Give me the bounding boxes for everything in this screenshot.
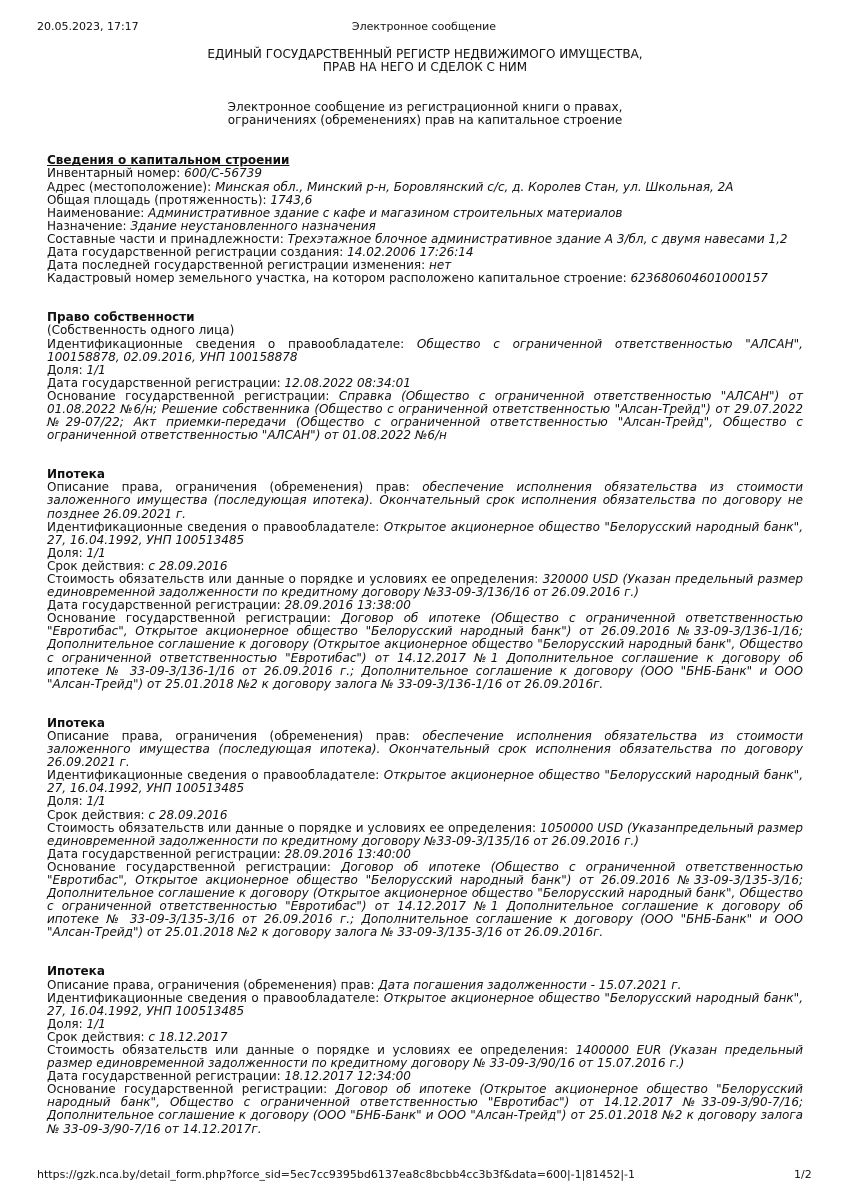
- section-mortgage-2: [47, 717, 803, 940]
- field-label: Основание государственной регистрации:: [47, 859, 342, 874]
- field-label: Описание права, ограничения (обременения) прав:: [47, 728, 423, 743]
- field-value: Дата погашения задолженности - 15.07.2021 г.: [378, 977, 682, 992]
- field-value: Открытое акционерное общество "Белорусский народный банк", 27, 16.04.1992, УНП 100513485: [47, 768, 804, 796]
- field-value: Договор об ипотеке (Общество с ограниченной ответственностью "Евротибас", Открытое акционерное общество "Белорусский народный банк") от 26.09.2016 №33-09-3/136-1/16; Дополнительное соглашение к договору (Открытое акционерное общество "Белорусский народный банк", Общество с ограниченной ответственностью "Евротибас") от 14.12.2017 №1 Дополнительное соглашение к договору об ипотеке № 33-09-3/136-1/16 от 26.09.2016 г.; Дополнительное соглашение к договору (ООО "БНБ-Банк" и ООО "Алсан-Трейд") от 25.01.2018 №2 к договору залога № 33-09-3/136-1/16 от 26.09.2016г.: [47, 611, 803, 691]
- field-label: Описание права, ограничения (обременения) прав:: [47, 480, 423, 495]
- field-label: Кадастровый номер земельного участка, на котором расположено капитальное строение:: [47, 271, 631, 286]
- field-label: Дата последней государственной регистрации изменения:: [47, 258, 429, 273]
- field-value: с 18.12.2017: [148, 1029, 228, 1044]
- field-value: нет: [428, 258, 452, 273]
- field-value: 320000 USD (Указан предельный размер единовременной задолженности по кредитному договору №33-09-3/136/16 от 26.09.2016 г.): [47, 572, 803, 600]
- section-mortgage-1: [47, 468, 803, 691]
- field-cost: [47, 822, 803, 848]
- field-description: [47, 481, 803, 520]
- field-label: Идентификационные сведения о правообладателе:: [47, 990, 384, 1005]
- field-value: 623680604601000157: [630, 271, 768, 286]
- field-value: 18.12.2017 12:34:00: [284, 1069, 411, 1084]
- field-label: Дата государственной регистрации:: [47, 846, 285, 861]
- field-registration-basis: [47, 612, 803, 691]
- field-value: 28.09.2016 13:38:00: [284, 598, 411, 613]
- field-value: 600/C-56739: [184, 166, 262, 181]
- print-url: https://gzk.nca.by/detail_form.php?force_sid=5ec7cc9395bd6137ea8c8bcbb4cc3b3f&data=600|-1|81452|-1: [37, 1168, 635, 1181]
- section-heading: Право собственности: [47, 310, 195, 325]
- field-label: Идентификационные сведения о правообладателе:: [47, 768, 384, 783]
- field-value: 12.08.2022 08:34:01: [284, 375, 411, 390]
- field-rightholder: [47, 769, 803, 795]
- document-title-line-1: ЕДИНЫЙ ГОСУДАРСТВЕННЫЙ РЕГИСТР НЕДВИЖИМОГО ИМУЩЕСТВА,: [207, 47, 643, 61]
- field-rightholder: [47, 338, 803, 364]
- field-label: Идентификационные сведения о правообладателе:: [47, 336, 417, 351]
- field-value: 1743,6: [270, 192, 313, 207]
- field-label: Основание государственной регистрации:: [47, 1082, 336, 1097]
- field-label: Назначение:: [47, 218, 131, 233]
- field-label: Срок действия:: [47, 807, 149, 822]
- field-cost: [47, 573, 803, 599]
- section-heading: Ипотека: [47, 715, 105, 730]
- field-label: Наименование:: [47, 205, 149, 220]
- field-rightholder: [47, 992, 803, 1018]
- field-value: Минская обл., Минский р-н, Боровлянский с/с, д. Королев Стан, ул. Школьная, 2А: [214, 179, 734, 194]
- field-value: обеспечение исполнения обязательства из стоимости заложенного имущества (последующая ипотека). Окончательный срок исполнения обязательства по договору не позднее 26.09.2021 г.: [47, 480, 804, 521]
- field-value: 1400000 EUR (Указан предельный размер единовременной задолженности по кредитному договору № 33-09-3/90/16 от 15.07.2016 г.): [47, 1043, 803, 1071]
- field-value: 1/1: [86, 545, 106, 560]
- field-value: с 28.09.2016: [148, 807, 228, 822]
- section-heading: Сведения о капитальном строении: [47, 153, 290, 168]
- field-cost: [47, 1044, 803, 1070]
- field-value: обеспечение исполнения обязательства из стоимости заложенного имущества (последующая ипотека). Окончательный срок исполнения обязательства по договору 26.09.2021 г.: [47, 728, 804, 770]
- section-building-info: [47, 154, 803, 285]
- ownership-note: (Собственность одного лица): [47, 323, 235, 338]
- field-value: Открытое акционерное общество "Белорусский народный банк", 27, 16.04.1992, УНП 100513485: [47, 519, 804, 547]
- field-label: Дата государственной регистрации:: [47, 598, 285, 613]
- field-label: Доля:: [47, 362, 87, 377]
- field-value: Здание неустановленного назначения: [130, 218, 376, 233]
- field-value: Административное здание с кафе и магазином строительных материалов: [148, 205, 623, 220]
- print-datetime: 20.05.2023, 17:17: [37, 20, 139, 33]
- field-label: Основание государственной регистрации:: [47, 388, 339, 403]
- field-value: 28.09.2016 13:40:00: [284, 846, 411, 861]
- field-label: Общая площадь (протяженность):: [47, 192, 271, 207]
- page-number: 1/2: [794, 1168, 812, 1181]
- field-value: Общество с ограниченной ответственностью "АЛСАН", 100158878, 02.09.2016, УНП 100158878: [47, 336, 803, 364]
- field-label: Дата государственной регистрации:: [47, 1069, 285, 1084]
- field-label: Доля:: [47, 794, 87, 809]
- document-subtitle-line-2: ограничениях (обременениях) прав на капитальное строение: [227, 113, 623, 128]
- document-title: [47, 48, 803, 74]
- field-value: 1050000 USD (Указанпредельный размер единовременной задолженности по кредитному договору №33-09-3/135/16 от 26.09.2016 г.): [47, 820, 804, 848]
- field-value: 1/1: [86, 1016, 106, 1031]
- field-description: [47, 730, 803, 769]
- field-label: Дата государственной регистрации:: [47, 375, 285, 390]
- field-cadastral-number: [47, 272, 803, 285]
- field-label: Дата государственной регистрации создания:: [47, 245, 348, 260]
- section-heading: Ипотека: [47, 467, 105, 482]
- field-label: Идентификационные сведения о правообладателе:: [47, 519, 384, 534]
- field-label: Основание государственной регистрации:: [47, 611, 342, 626]
- field-value: Договор об ипотеке (Открытое акционерное общество "Белорусский народный банк", Общество с ограниченной ответственностью "Евротибас") от 14.12.2017 №33-09-3/90-7/16; Дополнительное соглашение к договору (ООО "БНБ-Банк" и ООО "Алсан-Трейд") от 25.01.2018 №2 к договору залога № 33-09-3/90-7/16 от 14.12.2017г.: [47, 1082, 803, 1136]
- field-value: 1/1: [86, 362, 106, 377]
- section-mortgage-3: [47, 965, 803, 1135]
- field-value: 14.02.2006 17:26:14: [347, 245, 474, 260]
- field-label: Доля:: [47, 1016, 87, 1031]
- field-registration-basis: [47, 861, 803, 940]
- field-value: Открытое акционерное общество "Белорусский народный банк", 27, 16.04.1992, УНП 100513485: [47, 990, 804, 1018]
- field-label: Адрес (местоположение):: [47, 179, 215, 194]
- section-heading: Ипотека: [47, 964, 105, 979]
- print-header-title: Электронное сообщение: [351, 20, 497, 33]
- field-label: Срок действия:: [47, 558, 149, 573]
- field-label: Стоимость обязательств или данные о порядке и условиях ее определения:: [47, 820, 540, 835]
- field-label: Доля:: [47, 545, 87, 560]
- document-subtitle-line-1: Электронное сообщение из регистрационной книги о правах,: [227, 100, 623, 115]
- field-label: Описание права, ограничения (обременения) прав:: [47, 977, 379, 992]
- field-label: Инвентарный номер:: [47, 166, 185, 181]
- document-title-line-2: ПРАВ НА НЕГО И СДЕЛОК С НИМ: [322, 60, 528, 75]
- field-label: Стоимость обязательств или данные о порядке и условиях ее определения:: [47, 1043, 576, 1057]
- field-label: Стоимость обязательств или данные о порядке и условиях ее определения:: [47, 572, 543, 586]
- field-value: Договор об ипотеке (Общество с ограниченной ответственностью "Евротибас", Открытое акционерное общество "Белорусский народный банк") от 26.09.2016 №33-09-3/135-3/16; Дополнительное соглашение к договору (Открытое акционерное общество "Белорусский народный банк", Общество с ограниченной ответственностью "Евротибас") от 14.12.2017 №1 Дополнительное соглашение к договору об ипотеке № 33-09-3/135-3/16 от 26.09.2016 г.; Дополнительное соглашение к договору (ООО "БНБ-Банк" и ООО "Алсан-Трейд") от 25.01.2018 №2 к договору залога № 33-09-3/135-3/16 от 26.09.2016г.: [47, 859, 803, 940]
- field-value: 1/1: [86, 794, 106, 809]
- field-label: Срок действия:: [47, 1029, 149, 1044]
- section-ownership: [47, 311, 803, 442]
- field-registration-basis: [47, 390, 803, 442]
- document-body: [47, 48, 803, 1136]
- field-registration-basis: [47, 1083, 803, 1135]
- field-label: Составные части и принадлежности:: [47, 231, 288, 246]
- field-rightholder: [47, 521, 803, 547]
- document-subtitle: [47, 101, 803, 127]
- field-value: с 28.09.2016: [148, 558, 228, 573]
- field-value: Трехэтажное блочное административное здание А 3/бл, с двумя навесами 1,2: [287, 231, 788, 246]
- field-value: Справка (Общество с ограниченной ответственностью "АЛСАН") от 01.08.2022 №6/н; Решение собственника (Общество с ограниченной ответственностью "Алсан-Трейд") от 29.07.2022 №29-07/22; Акт приемки-передачи (Общество с ограниченной ответственностью "Алсан-Трейд", Общество с ограниченной ответственностью "АЛСАН") от 01.08.2022 №6/н: [47, 388, 803, 443]
